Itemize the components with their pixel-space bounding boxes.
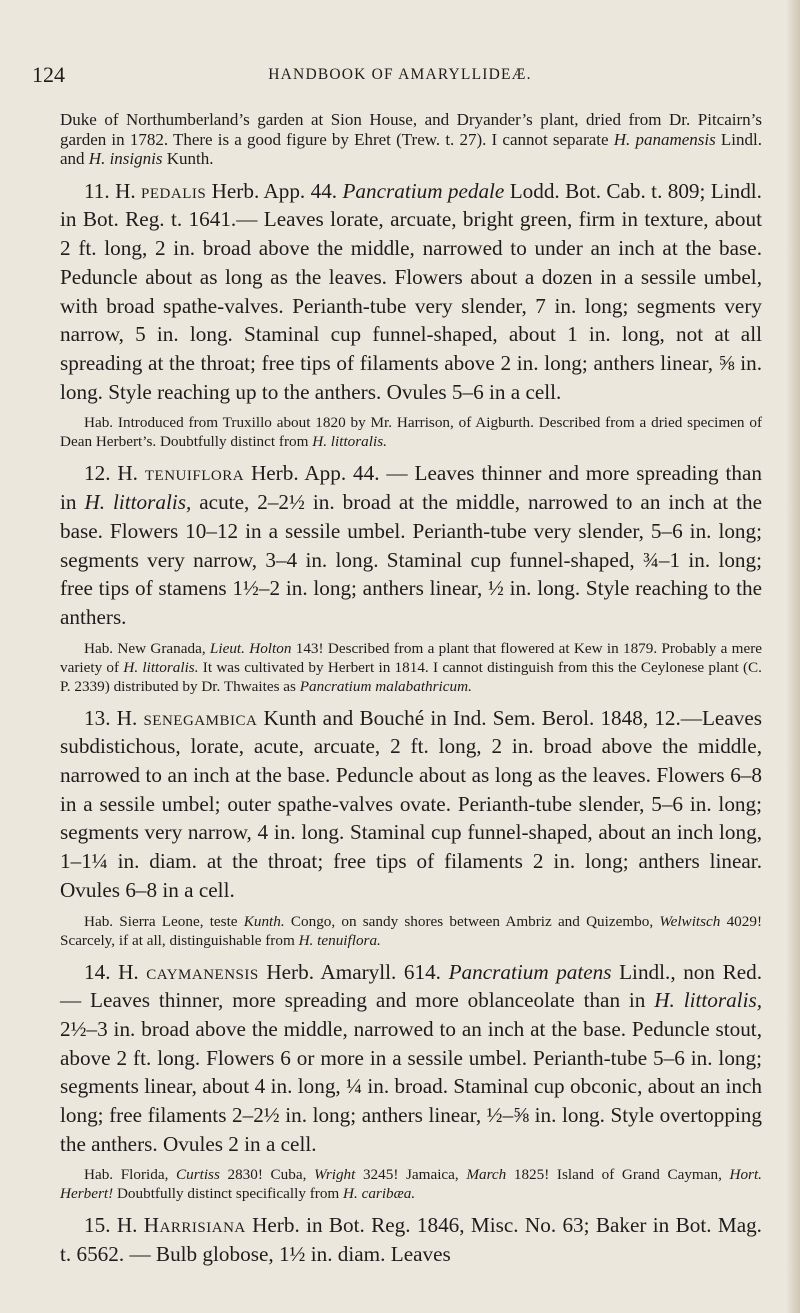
text-run: 14. H. bbox=[84, 959, 147, 984]
text-run: 2830! Cuba, bbox=[219, 1166, 314, 1184]
text-run: Hab. Sierra Leone, teste bbox=[84, 912, 244, 930]
habitat-note-senegambica bbox=[60, 912, 762, 950]
text-run: 143! Described from a plant that flowered at Kew in 1879. Probably a mere variety of bbox=[60, 639, 762, 676]
italic-run: H. caribæa. bbox=[343, 1185, 416, 1203]
italic-run: Hort. Herbert! bbox=[60, 1166, 762, 1203]
italic-run: Curtiss bbox=[175, 1166, 220, 1184]
italic-run: H. tenuiflora. bbox=[298, 931, 381, 949]
italic-run: H. panamensis bbox=[613, 129, 716, 149]
continuation-paragraph bbox=[60, 110, 762, 169]
species-epithet: pedalis bbox=[141, 178, 207, 203]
text-run: 1825! Island of Grand Cayman, bbox=[506, 1166, 730, 1184]
italic-run: Lieut. Holton bbox=[209, 639, 292, 657]
text-run: 4029! Scarcely, if at all, distinguishable from bbox=[60, 912, 763, 949]
italic-run: H. littoralis. bbox=[312, 433, 387, 451]
text-run: Herb. App. 44. — Leaves thinner and more spreading than in bbox=[60, 461, 762, 515]
text-run: 15. H. bbox=[84, 1213, 144, 1238]
text-run: Doubtfully distinct specifically from bbox=[113, 1185, 344, 1203]
text-run: Herb. App. 44. bbox=[206, 178, 343, 203]
text-run: Kunth and Bouché in Ind. Sem. Berol. 1848, 12.—Leaves subdistichous, lorate, acute, arcuate, 2 ft. long, 2 in. broad above the middle, narrowed to an inch at the base. Peduncle about as long as the leaves. Flowers 6–8 in a sessile umbel; outer spathe-valves ovate. Perianth-tube slender, 5–6 in. long; segments very narrow, 4 in. long. Staminal cup funnel-shaped, about an inch long, 1–1¼ in. diam. at the throat; free tips of filaments 2 in. long; anthers linear. Ovules 6–8 in a cell. bbox=[60, 705, 762, 902]
text-run: 3245! Jamaica, bbox=[355, 1166, 467, 1184]
text-run: 2½–3 in. broad above the middle, narrowed to an inch at the base. Peduncle stout, above 2 ft. long. Flowers 6 or more in a sessile umbel. Perianth-tube 5–6 in. long; segments linear, about 4 in. long, ¼ in. broad. Staminal cup obconic, about an inch long; free filaments 2–2½ in. long; anthers linear, ½–⅝ in. long. Style overtopping the anthers. Ovules 2 in a cell. bbox=[60, 1016, 762, 1156]
species-epithet: caymanensis bbox=[146, 959, 259, 984]
text-run: Hab. Introduced from Truxillo about 1820 by Mr. Harrison, of Aigburth. Described from a dried specimen of Dean Herbert’s. Doubtfully distinct from bbox=[60, 414, 762, 451]
page-body bbox=[60, 110, 762, 1269]
text-run: Herb. Amaryll. 614. bbox=[258, 959, 449, 984]
text-run: Lodd. Bot. Cab. t. 809; Lindl. in Bot. Reg. t. 1641.— Leaves lorate, arcuate, bright green, firm in texture, about 2 ft. long, 2 in. broad above the middle, narrowed to under an inch at the base. Peduncle about as long as the leaves. Flowers about a dozen in a sessile umbel, with broad spathe-valves. Perianth-tube very slender, 7 in. long; segments very narrow, 5 in. long. Staminal cup funnel-shaped, about 1 in. long, not at all spreading at the throat; free tips of filaments above 2 in. long; anthers linear, ⅝ in. long. Style reaching up to the anthers. Ovules 5–6 in a cell. bbox=[60, 178, 762, 404]
italic-run: H. littoralis. bbox=[123, 658, 199, 676]
species-entry-tenuiflora bbox=[60, 459, 762, 631]
italic-run: Pancratium malabathricum. bbox=[299, 677, 472, 695]
italic-run: Pancratium patens bbox=[448, 959, 612, 984]
text-run: Lindl., non Red. — Leaves thinner, more spreading and more oblanceolate than in bbox=[60, 959, 762, 1013]
species-entry-caymanensis bbox=[60, 958, 762, 1159]
italic-run: Pancratium pedale bbox=[342, 178, 505, 203]
text-run: Hab. Florida, bbox=[84, 1166, 176, 1184]
text-run: 11. H. bbox=[84, 178, 142, 203]
italic-run: H. insignis bbox=[88, 149, 163, 169]
page-header bbox=[24, 62, 776, 86]
text-run: 12. H. bbox=[84, 461, 145, 486]
text-run: 13. H. bbox=[84, 705, 144, 730]
species-epithet: tenuiflora bbox=[144, 461, 245, 486]
italic-run: H. littoralis, bbox=[84, 490, 192, 515]
italic-run: Wright bbox=[314, 1166, 356, 1184]
habitat-note-tenuiflora bbox=[60, 639, 762, 696]
italic-run: Kunth. bbox=[243, 912, 285, 930]
text-run: acute, 2–2½ in. broad at the middle, narrowed to an inch at the base. Flowers 10–12 in a sessile umbel. Perianth-tube very slender, 5–6 in. long; segments very narrow, 3–4 in. long. Staminal cup funnel-shaped, ¾–1 in. long; free tips of stamens 1½–2 in. long; anthers linear, ½ in. long. Style reaching to the anthers. bbox=[60, 490, 762, 629]
species-entry-harrisiana bbox=[60, 1211, 762, 1268]
species-epithet: senegambica bbox=[143, 705, 258, 730]
running-title: HANDBOOK OF AMARYLLIDEÆ. bbox=[268, 66, 532, 83]
italic-run: Welwitsch bbox=[659, 912, 721, 930]
text-run: Duke of Northumberland’s garden at Sion House, and Dryander’s plant, dried from Dr. Pitcairn’s garden in 1782. There is a good figure by Ehret (Trew. t. 27). I cannot separate bbox=[60, 110, 762, 149]
text-run: Lindl. and bbox=[60, 129, 762, 169]
text-run: Kunth. bbox=[162, 149, 214, 169]
species-entry-senegambica bbox=[60, 704, 762, 905]
habitat-note-caymanensis bbox=[60, 1165, 762, 1203]
page-number: 124 bbox=[32, 62, 65, 87]
text-run: It was cultivated by Herbert in 1814. I cannot distinguish from this the Ceylonese plant (C. P. 2339) distributed by Dr. Thwaites as bbox=[60, 658, 762, 695]
species-epithet: Harrisiana bbox=[143, 1213, 246, 1238]
page-edge-shadow bbox=[786, 0, 800, 1313]
text-run: Hab. New Granada, bbox=[84, 639, 210, 657]
species-entry-pedalis bbox=[60, 177, 762, 407]
habitat-note-pedalis bbox=[60, 413, 762, 451]
italic-run: H. littoralis, bbox=[654, 988, 762, 1013]
text-run: Herb. in Bot. Reg. 1846, Misc. No. 63; Baker in Bot. Mag. t. 6562. — Bulb globose, 1½ in. diam. Leaves bbox=[60, 1213, 762, 1267]
italic-run: March bbox=[466, 1166, 507, 1184]
text-run: Congo, on sandy shores between Ambriz and Quizembo, bbox=[284, 912, 660, 930]
